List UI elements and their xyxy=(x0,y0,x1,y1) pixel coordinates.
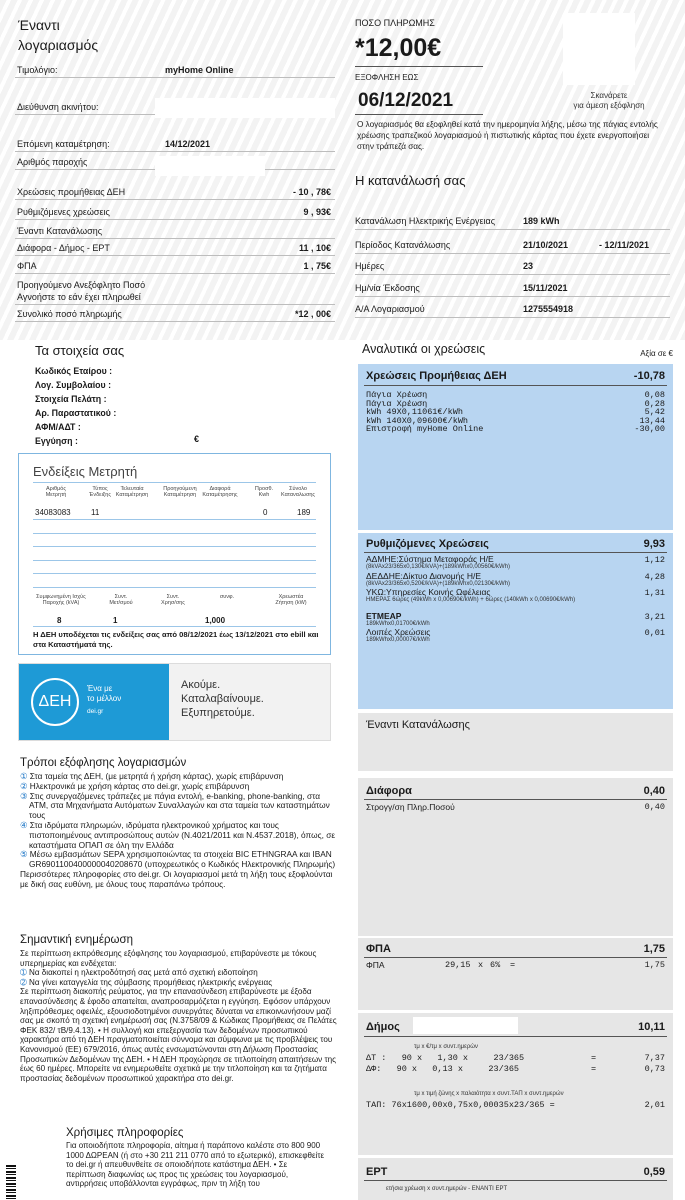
meter-title: Ενδείξεις Μετρητή xyxy=(33,464,138,479)
details-item: ΑΦΜ/ΑΔΤ : xyxy=(35,422,81,432)
summary-row xyxy=(15,223,335,239)
meter-header-2: Συντ. Χρησ/σης xyxy=(161,594,185,606)
regulated-line-value: 0,01 xyxy=(644,628,665,638)
summary-row-label: Χρεώσεις προμήθειας ΔΕΗ xyxy=(17,187,126,197)
consumption-value: 15/11/2021 xyxy=(523,283,568,293)
vat-value: 1,75 xyxy=(644,960,665,970)
meter-header-2: συνφ. xyxy=(219,594,235,600)
misc-total: 0,40 xyxy=(643,785,665,797)
payment-bullet-icon: ① xyxy=(20,771,30,781)
due-underline xyxy=(355,114,483,115)
meter-header: Προηγούμενη Καταμέτρηση xyxy=(163,486,197,498)
payment-method-text: Στις συνεργαζόμενες τράπεζες με πάγια εντολή, e-banking, phone-banking, στα ΑΤΜ, στα Μηχανήματα Αυτόματων Συναλλαγών και στα ταμεία των καταστημάτων τους xyxy=(29,790,330,821)
regulated-line-label: ΑΔΜΗΕ:Σύστημα Μεταφοράς Η/Ε xyxy=(366,554,494,564)
consumption-value: 23 xyxy=(523,261,534,271)
consumption-label: Ημέρες xyxy=(355,261,385,271)
meter-header: Προσθ. Kwh xyxy=(254,486,274,498)
vat-rate: 6% xyxy=(490,960,501,970)
meter-cell-2: 1,000 xyxy=(205,616,226,625)
ert-header: ετήσια χρέωση x συντ.ημερών - ΕΝΑΝΤΙ ΕΡΤ xyxy=(386,1186,508,1192)
barcode-icon xyxy=(6,1165,16,1200)
regulated-line xyxy=(366,572,665,588)
consumption-row xyxy=(355,257,670,275)
supply-line-label: Πάγια Χρέωση xyxy=(366,390,428,400)
summary-row-label: Ρυθμιζόμενες χρεώσεις xyxy=(17,207,110,217)
consumption-label: Ημ/νία Έκδοσης xyxy=(355,283,420,293)
regulated-line-value: 1,31 xyxy=(644,588,665,598)
meter-header: Τύπος Ένδειξης xyxy=(89,486,111,498)
misc-line-value: 0,40 xyxy=(644,802,665,812)
supply-line-value: 13,44 xyxy=(639,415,665,426)
vat-title: ΦΠΑ xyxy=(366,943,391,955)
details-item: Κωδικός Εταίρου : xyxy=(35,366,113,376)
vat-label: ΦΠΑ xyxy=(366,960,385,970)
supply-line-label: Πάγια Χρέωση xyxy=(366,398,428,409)
payment-method-text: Μέσω εμβασμάτων SEPA χρησιμοποιώντας τα στοιχεία BIC ETHNGRAA και IBAN GR6901100400000040208670 (υποχρεωτικός ο Κωδικός Ηλεκτρονικής Πληρωμής) xyxy=(29,849,336,870)
ert-section xyxy=(358,1158,673,1200)
municipality-header-2: τμ x τιμή ζώνης x παλαιότητα x συντ.ΤΑΠ x συντ.ημερών xyxy=(414,1091,564,1097)
meter-cell: 11 xyxy=(91,508,100,517)
summary-row xyxy=(15,258,335,274)
regulated-total: 9,93 xyxy=(643,538,665,550)
bill-title: Έναντι λογαριασμός xyxy=(18,17,99,53)
summary-row-label: Αγνοήστε το εάν έχει πληρωθεί xyxy=(17,292,141,302)
regulated-charges-section xyxy=(358,533,673,709)
redacted-supply-number xyxy=(155,156,265,176)
regulated-line-value: 1,12 xyxy=(644,555,665,565)
details-title: Τα στοιχεία σας xyxy=(35,343,125,358)
regulated-line-detail: 189kWhx0,00007€/kWh xyxy=(366,637,430,643)
vat-section xyxy=(358,938,673,1010)
deh-banner[interactable] xyxy=(18,663,331,741)
supply-line-label: kWh 49X0,11061€/kWh xyxy=(366,407,463,418)
summary-row-label: Προηγούμενο Ανεξόφλητο Ποσό xyxy=(17,280,146,290)
consumption-label: Κατανάλωση Ηλεκτρικής Ενέργειας xyxy=(355,216,496,226)
consumption-title: Η κατανάλωσή σας xyxy=(355,173,466,188)
details-item: Στοιχεία Πελάτη : xyxy=(35,394,107,404)
banner-line-2: Καταλαβαίνουμε. xyxy=(181,693,264,705)
amount-value: *12,00€ xyxy=(355,34,442,62)
payment-bullet-icon: ② xyxy=(20,780,30,791)
useful-title: Χρήσιμες πληροφορίες xyxy=(66,1127,184,1139)
municipality-title: Δήμος xyxy=(366,1021,400,1033)
consumption-row xyxy=(355,212,670,230)
regulated-line-detail: ΗΜΕΡΑΣ 6ώρες (49kWh x 0,00690€/kWh) + 6ώρες (140kWh x 0,00690€/kWh) xyxy=(366,597,576,603)
payment-method-text: Ηλεκτρονικά με χρήση κάρτας στο dei.gr, χωρίς επιβάρυνση xyxy=(29,780,250,791)
supply-line-label: kWh 140X0,09600€/kWh xyxy=(366,415,469,426)
vat-total: 1,75 xyxy=(643,943,665,955)
summary-row xyxy=(15,289,335,305)
meter-cell-2: 8 xyxy=(57,616,62,625)
summary-row-value: 9 , 93€ xyxy=(303,207,331,217)
municipality-df: ΔΦ: 90 x 0,13 x 23/365 xyxy=(366,1064,520,1074)
due-label: ΕΞΟΦΛΗΣΗ ΕΩΣ xyxy=(355,73,419,82)
regulated-line-detail: (8kVAx23/365x0,520€/kVA)+(189kWhx0,02130€/kWh) xyxy=(366,581,511,587)
details-item: Λογ. Συμβολαίου : xyxy=(35,380,112,390)
regulated-line-value: 4,28 xyxy=(644,572,665,582)
redacted-municipality xyxy=(413,1017,518,1034)
regulated-line-value: 3,21 xyxy=(644,612,665,622)
summary-row-value: 14/12/2021 xyxy=(165,139,211,149)
summary-row-value: myHome Online xyxy=(165,65,234,75)
summary-row xyxy=(15,306,335,322)
meter-header: Σύνολο Kαταναλωσης xyxy=(280,486,316,498)
meter-title-line xyxy=(33,482,316,483)
consumption-value: 21/10/2021 xyxy=(523,240,569,250)
consumption-advance-section xyxy=(358,713,673,771)
ert-title: ΕΡΤ xyxy=(366,1166,388,1178)
scan-hint: Σκανάρετε για άμεση εξόφληση xyxy=(573,91,645,110)
meter-header-2: Χρεωστέα Ζήτηση (kW) xyxy=(275,594,307,606)
consumption-row xyxy=(355,236,670,254)
regulated-line xyxy=(366,628,665,644)
consumption-row xyxy=(355,300,670,318)
meter-cell: 189 xyxy=(297,508,311,517)
meter-header-2: Συμφωνημένη Ισχύς Παροχής (kVA) xyxy=(36,594,86,606)
payment-notice: Ο λογαριασμός θα εξοφληθεί κατά την ημερομηνία λήξης, μέσω της πάγιας εντολής χρέωσης τραπεζικού λογαριασμού ή πιστωτικής κάρτας που έχετε ενεργοποιήσει στην τράπεζά σας. xyxy=(357,120,658,151)
misc-line-label: Στρογγ/ση Πληρ.Ποσού xyxy=(366,802,455,812)
summary-row-label: ΦΠΑ xyxy=(17,261,37,271)
deh-logo-icon: ΔΕΗ xyxy=(31,678,79,726)
payment-bullet-icon: ④ xyxy=(20,819,30,830)
meter-header: Αριθμός Μετρητή xyxy=(45,486,67,498)
important-title: Σημαντική ενημέρωση xyxy=(20,934,134,946)
regulated-line xyxy=(366,612,665,628)
important-text: Σε περίπτωση εκπρόθεσμης εξόφλησης του λογαριασμού, επιβαρύνεστε με τόκους υπερημερίας και ενδέχεται: ➀ Να διακοπεί η ηλεκτροδότησή σας μετά από σχετική ειδοποίηση ➁ Να γίνει καταγγελία της σύμβασης προμήθειας ηλεκτρικής ενέργειας Σε περίπτωση διακοπής ρεύματος, για την επανασύνδεση επιβαρύνεστε με έξοδα επανασύνδεσης & έφοδο απαιτείται, αναπροσαρμόζεται η εγγύηση. Εφόσον υπάρχουν ληξιπρόθεσμες οφειλές, εξουσιοδοτημένοι συνεργάτες δύναται να επικοινωνήσουν μαζί σας με σκοπό τη σχετική ενημέρωσή σας (Ν.3758/09 & Κώδικας Προμήθειας σε Πελάτες ΦΕΚ 832/ τΒ/9.4.13). • Η συλλογή και επεξεργασία των δεδομένων προσωπικού χαρακτήρα από τη ΔΕΗ πραγματοποιείται σύννομα και σύμφωνα με τις προβλέψεις του Κανονισμού (ΕΕ) 679/2016, όπως αυτές ενσωματώνονται στη Δήλωση Προστασίας Προσωπικών Δεδομένων της ΔΕΗ. • Η ΔΕΗ προχώρησε σε τιτλοποίηση απαιτήσεων της έως 60 ημέρες. Μπορείτε να ενημερωθείτε σχετικά με την τιτλοποίηση και τα ζητήματα προστασίας δεδομένων προσωπικού χαρακτήρα στο dei.gr. xyxy=(20,949,337,1083)
supply-line xyxy=(366,425,665,434)
summary-row-label: Διεύθυνση ακινήτου: xyxy=(17,102,99,112)
ert-total: 0,59 xyxy=(643,1166,665,1178)
summary-row-value: *12 , 00€ xyxy=(294,309,331,319)
summary-row-label: Έναντι Κατανάλωσης xyxy=(17,226,103,236)
supply-line-value: 0,08 xyxy=(644,390,665,400)
summary-row xyxy=(15,204,335,220)
payment-method xyxy=(20,821,340,850)
municipality-tap-value: 2,01 xyxy=(644,1100,665,1110)
charges-value-label: Αξία σε € xyxy=(640,349,673,358)
payment-method xyxy=(20,792,340,821)
supply-line-label: Επιστροφή myHome Online xyxy=(366,424,484,435)
regulated-line-label: ΥΚΩ:Υπηρεσίες Κοινής Ωφέλειας xyxy=(366,587,491,597)
municipality-df-value: 0,73 xyxy=(644,1064,665,1074)
supply-line-value: -30,00 xyxy=(634,424,665,435)
qr-code[interactable] xyxy=(563,13,635,85)
summary-row-label: Επόμενη καταμέτρηση: xyxy=(17,139,110,149)
due-date: 06/12/2021 xyxy=(358,90,454,111)
misc-title: Διάφορα xyxy=(366,785,412,797)
municipality-dt: ΔΤ : 90 x 1,30 x 23/365 xyxy=(366,1053,525,1063)
payment-bullet-icon: ⑤ xyxy=(20,849,30,860)
payment-more-info: Περισσότερες πληροφορίες στο dei.gr. Οι λογαριασμοί μετά τη λήξη τους εξοφλούνται με δική σας ευθύνη, με όλους τους παραπάνω τρόπους. xyxy=(20,868,333,889)
summary-row-label: Συνολικό ποσό πληρωμής xyxy=(17,309,122,319)
municipality-dt-value: 7,37 xyxy=(644,1053,665,1063)
summary-row-label: Τιμολόγιο: xyxy=(17,65,58,75)
municipality-section xyxy=(358,1013,673,1155)
charges-title: Αναλυτικά οι χρεώσεις xyxy=(362,342,486,356)
summary-row xyxy=(15,62,335,78)
misc-section xyxy=(358,778,673,936)
banner-line-3: Εξυπηρετούμε. xyxy=(181,707,255,719)
summary-row-value: 1 , 75€ xyxy=(303,261,331,271)
banner-line-1: Ακούμε. xyxy=(181,679,221,691)
payment-bullet-icon: ③ xyxy=(20,790,30,801)
regulated-line-detail: (8kVAx23/365x0,130€/kVA)+(189kWhx0,00560€/kWh) xyxy=(366,564,511,570)
consumption-advance-title: Έναντι Κατανάλωσης xyxy=(366,719,470,731)
meter-readings-box xyxy=(18,453,331,655)
banner-tagline-1: Ένα με xyxy=(87,684,113,693)
municipality-total: 10,11 xyxy=(638,1021,665,1033)
consumption-row xyxy=(355,279,670,297)
municipality-tap: ΤΑΠ: 76x1600,00x0,75x0,00035x23/365 = xyxy=(366,1100,555,1110)
supply-line-value: 5,42 xyxy=(644,407,665,418)
meter-header: Διαφορά Καταμέτρησης xyxy=(202,486,238,498)
summary-row-value: 11 , 10€ xyxy=(298,243,331,253)
regulated-line xyxy=(366,588,665,604)
summary-row-label: Διάφορα - Δήμος - ΕΡΤ xyxy=(17,243,110,253)
meter-header-2: Συντ. Μετ/σμού xyxy=(109,594,133,606)
vat-base: 29,15 xyxy=(445,960,471,970)
regulated-line-label: Λοιπές Χρεώσεις xyxy=(366,627,431,637)
supply-charges-section xyxy=(358,364,673,530)
regulated-line xyxy=(366,555,665,571)
supply-total: -10,78 xyxy=(633,370,665,382)
details-item: Αρ. Παραστατικού : xyxy=(35,408,117,418)
meter-cell: 0 xyxy=(263,508,268,517)
meter-cell-2: 1 xyxy=(113,616,118,625)
meter-cell: 34083083 xyxy=(35,508,71,517)
summary-row xyxy=(15,240,335,256)
details-item: Εγγύηση : xyxy=(35,436,78,446)
supply-title: Χρεώσεις Προμήθειας ΔΕΗ xyxy=(366,370,507,382)
guarantee-symbol: € xyxy=(194,434,200,444)
payment-list xyxy=(20,772,340,890)
meter-note: Η ΔΕΗ υποδέχεται τις ενδείξεις σας από 08/12/2021 έως 13/12/2021 στο ebill και στα Καταστήματά της. xyxy=(33,630,319,649)
regulated-line-label: ΔΕΔΔΗΕ:Δίκτυο Διανομής Η/Ε xyxy=(366,571,482,581)
consumption-value-2: - 12/11/2021 xyxy=(599,240,650,250)
amount-underline xyxy=(355,66,483,67)
payment-method-text: Στα ιδρύματα πληρωμών, ιδρύματα ηλεκτρονικού χρήματος και τους πιστοποιημένους αντιπροσώπους αυτών (Ν.4021/2011 και Ν.4537.2018), όπως, σε καταστήματα ΟΠΑΠ σε όλη την Ελλάδα xyxy=(29,819,336,850)
payment-title: Τρόποι εξόφλησης λογαριασμών xyxy=(20,757,187,769)
summary-row xyxy=(15,184,335,200)
regulated-line-detail: 189kWhx0,01700€/kWh xyxy=(366,621,430,627)
summary-row xyxy=(15,136,335,152)
payment-method-text: Στα ταμεία της ΔΕΗ, (με μετρητά ή χρήση κάρτας), χωρίς επιβάρυνση xyxy=(29,771,284,781)
regulated-title: Ρυθμιζόμενες Χρεώσεις xyxy=(366,538,489,550)
summary-row-value: - 10 , 78€ xyxy=(292,187,331,197)
redacted-address xyxy=(155,98,335,118)
meter-header: Τελευταία Καταμέτρηση xyxy=(115,486,149,498)
payment-method xyxy=(20,850,340,870)
regulated-line-label: ΕΤΜΕΑΡ xyxy=(366,611,402,621)
banner-tagline-2: το μέλλον xyxy=(87,694,122,703)
details-list xyxy=(35,364,116,448)
consumption-value: 189 kWh xyxy=(523,216,560,226)
municipality-df-equals: = xyxy=(591,1064,597,1074)
banner-site: dei.gr xyxy=(87,708,104,715)
consumption-label: Περίοδος Κατανάλωσης xyxy=(355,240,451,250)
summary-row-label: Αριθμός παροχής xyxy=(17,157,88,167)
consumption-label: Α/Α Λογαριασμού xyxy=(355,304,425,314)
amount-label: ΠΟΣΟ ΠΛΗΡΩΜΗΣ xyxy=(355,18,435,28)
vat-equals: = xyxy=(510,960,516,970)
supply-line-value: 0,28 xyxy=(644,398,665,409)
vat-times: x xyxy=(478,960,484,970)
municipality-header-1: τμ x €/τμ x συντ.ημερών xyxy=(414,1044,478,1050)
consumption-value: 1275554918 xyxy=(523,304,574,314)
useful-text: Για οποιοδήποτε πληροφορία, αίτημα ή παράπονο καλέστε στο 800 900 1000 ΔΩΡΕΑΝ (ή στο +30 211 211 0770 από το εξωτερικό), επισκεφθείτε το dei.gr ή απευθυνθείτε σε οποιοδήποτε κατάστημα ΔΕΗ. • Σε περίπτωση διαφωνίας ως προς τις χρεώσεις του λογαριασμού, αντιρρήσεις υποβάλλονται εγγράφως, πριν τη λήξη του xyxy=(66,1141,325,1189)
municipality-dt-equals: = xyxy=(591,1053,597,1063)
